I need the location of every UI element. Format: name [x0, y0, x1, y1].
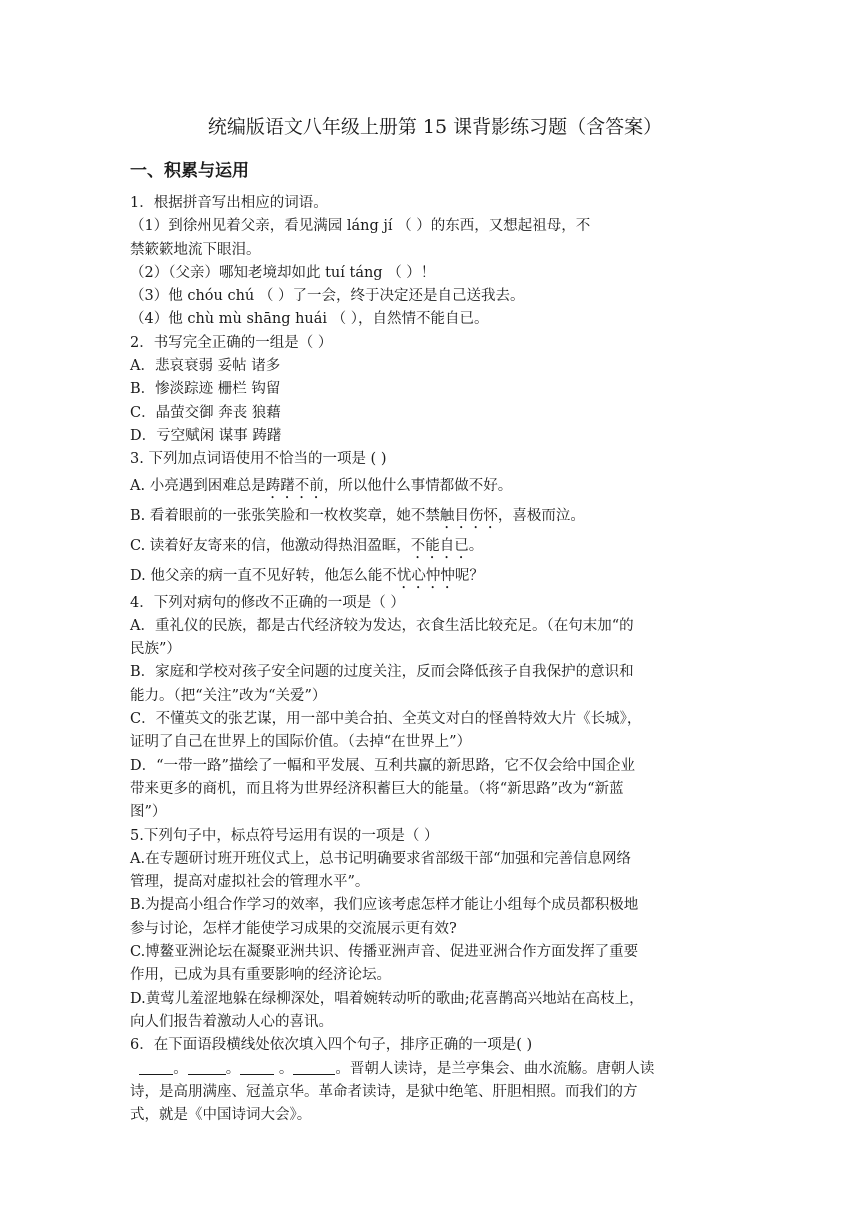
question-4 — [130, 592, 740, 825]
question-6-passage-text: 晋朝人读诗，是兰亭集会、曲水流觞。唐朝人读 — [349, 1060, 655, 1077]
question-3-stem: 3. 下列加点词语使用不恰当的一项是 ( ) — [130, 451, 387, 468]
page-title: 统编版语文八年级上册第 15 课背影练习题（含答案） — [207, 116, 663, 138]
option-a-text-pre: A. 小亮遇到困难总是 — [130, 477, 266, 494]
question-3-option-c — [130, 532, 740, 562]
option-b-text-post: ，喜极而泣。 — [497, 507, 585, 524]
question-1-stem: 1．根据拼音写出相应的词语。 — [130, 195, 328, 211]
question-6-stem: 6．在下面语段横线处依次填入四个句子，排序正确的一项是( ) — [130, 1037, 533, 1054]
question-5-option-b-cont: 参与讨论，怎样才能使学习成果的交流展示更有效? — [130, 920, 457, 937]
question-4-option-c-cont: 证明了自己在世界上的国际价值。（去掉“在世界上”） — [130, 734, 472, 751]
fill-blank-3 — [240, 1058, 274, 1075]
question-1-item-4: （4）他 chù mù shāng huái （ ），自然情不能自已。 — [130, 311, 489, 328]
question-1-item-2: （2）（父亲）哪知老境却如此 tuí táng （ ）！ — [130, 264, 436, 281]
option-d-dotted-word: 忧心忡忡 — [396, 567, 455, 584]
question-6 — [130, 1034, 740, 1127]
question-6-passage-line-3: 式，就是《中国诗词大会》。 — [130, 1107, 312, 1124]
question-2-option-b: B．惨淡踪迹 栅栏 钩留 — [130, 381, 281, 398]
option-c-text-pre: C. 读着好友寄来的信，他激动得热泪盈眶， — [130, 537, 411, 554]
question-5-option-d-cont: 向人们报告着激动人心的喜讯。 — [130, 1013, 333, 1030]
question-6-passage-line-2: 诗，是高朋满座、冠盖京华。革命者读诗，是狱中绝笔、肝胆相照。而我们的方 — [130, 1083, 638, 1100]
section-heading: 一、积累与运用 — [130, 161, 249, 181]
question-4-option-c: C．不懂英文的张艺谋，用一部中美合拍、全英文对白的怪兽特效大片《长城》， — [130, 711, 642, 728]
question-5-option-c-cont: 作用，已成为具有重要影响的经济论坛。 — [130, 967, 391, 984]
question-1-item-3: （3）他 chóu chú （ ）了一会，终于决定还是自己送我去。 — [130, 288, 525, 305]
question-2-option-d: D．亏空赋闲 谋事 踌躇 — [130, 427, 282, 444]
question-5-option-b: B.为提高小组合作学习的效率，我们应该考虑怎样才能让小组每个成员都积极地 — [130, 897, 639, 914]
option-b-dotted-word: 触目伤怀 — [439, 507, 498, 524]
fill-blank-2 — [188, 1058, 226, 1075]
document-page — [130, 112, 740, 1127]
question-3-option-d — [130, 562, 740, 592]
question-4-stem: 4．下列对病句的修改不正确的一项是（ ） — [130, 594, 405, 611]
option-a-dotted-word: 踌躇不前 — [265, 477, 324, 494]
question-4-option-b-cont: 能力。（把“关注”改为“关爱”） — [130, 687, 327, 704]
question-5-option-d: D.黄莺儿羞涩地躲在绿柳深处，唱着婉转动听的歌曲;花喜鹊高兴地站在高枝上， — [130, 990, 644, 1007]
question-6-passage-line-1: 。 。 。 。晋朝人读诗，是兰亭集会、曲水流觞。唐朝人读 — [130, 1058, 740, 1081]
question-4-option-d-cont: 带来更多的商机，而且将为世界经济积蓄巨大的能量。（将“新思路”改为“新蓝 — [130, 780, 624, 797]
question-5-option-a-cont: 管理，提高对虚拟社会的管理水平”。 — [130, 874, 370, 891]
option-a-text-post: ，所以他什么事情都做不好。 — [323, 477, 513, 494]
question-4-option-a: A．重礼仪的民族，都是古代经济较为发达，衣食生活比较充足。（在句末加“的 — [130, 617, 634, 634]
question-4-option-b: B．家庭和学校对孩子安全问题的过度关注，反而会降低孩子自我保护的意识和 — [130, 664, 634, 681]
question-2-option-a: A．悲哀衰弱 妥帖 诸多 — [130, 358, 281, 375]
question-4-option-d: D．“一带一路”描绘了一幅和平发展、互利共赢的新思路，它不仅会给中国企业 — [130, 757, 635, 774]
question-1-item-1-cont: 禁簌簌地流下眼泪。 — [130, 241, 261, 258]
question-4-option-a-cont: 民族”） — [130, 641, 181, 658]
question-4-option-d-cont2: 图”） — [130, 804, 167, 821]
option-c-text-post: 。 — [468, 537, 484, 554]
question-3-option-b — [130, 502, 740, 532]
question-5-option-a: A.在专题研讨班开班仪式上，总书记明确要求省部级干部“加强和完善信息网络 — [130, 850, 631, 867]
question-2-option-c: C．晶萤交御 奔丧 狼藉 — [130, 404, 281, 421]
option-b-text-pre: B. 看着眼前的一张张笑脸和一枚枚奖章，她不禁 — [130, 507, 440, 524]
question-2-stem: 2．书写完全正确的一组是（ ） — [130, 334, 333, 351]
question-3 — [130, 448, 740, 591]
question-1 — [130, 192, 740, 332]
option-c-dotted-word: 不能自已 — [410, 537, 469, 554]
question-5-stem: 5.下列句子中，标点符号运用有误的一项是（ ） — [130, 827, 439, 844]
fill-blank-4 — [293, 1058, 335, 1075]
question-5 — [130, 825, 740, 1035]
fill-blank-1 — [139, 1058, 173, 1075]
option-d-text-pre: D. 他父亲的病一直不见好转，他怎么能不 — [130, 567, 397, 584]
question-3-option-a — [130, 472, 740, 502]
question-1-item-1: （1）到徐州见着父亲，看见满园 láng jí （ ）的东西，又想起祖母，不 — [130, 218, 591, 235]
question-2 — [130, 332, 740, 448]
question-5-option-c: C.博鳌亚洲论坛在凝聚亚洲共识、传播亚洲声音、促进亚洲合作方面发挥了重要 — [130, 944, 639, 961]
option-d-text-post: 呢？ — [454, 567, 484, 584]
